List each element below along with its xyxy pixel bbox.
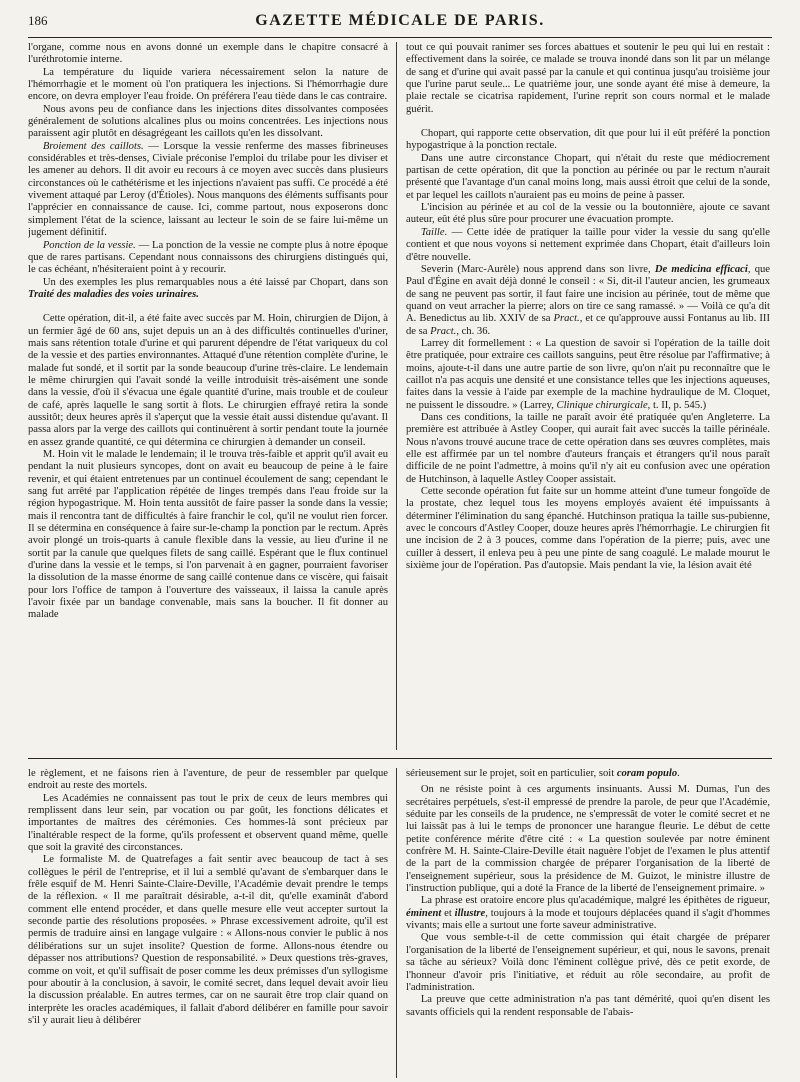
paragraph: sérieusement sur le projet, soit en particulier, soit coram populo. [406, 768, 680, 779]
paragraph: Nous avons peu de confiance dans les injections dites dissolvantes composées généralement de solutions alcalines plus ou moins concentrées. Les injections nous paraissent agir plutôt en désagrégeant les caillots qu'en les dissolvant. [28, 103, 388, 140]
paragraph: Taille. — Cette idée de pratiquer la taille pour vider la vessie du sang qu'elle contient et que nous voyons si nettement exprimée dans Chopart, était d'ailleurs loin d'être nouvelle. [406, 226, 770, 263]
column-divider [396, 768, 397, 1078]
paragraph: Que vous semble-t-il de cette commission qui était chargée de préparer l'organisation de la liberté de l'enseignement supérieur, et qui, nous le savons, prenait sa tâche au sérieux? Voilà donc l'éminent collègue privé, dès ce petit exorde, de l'honneur d'avoir pris l'initiative, et réduit au rôle secondaire, au profit de l'administration. [406, 932, 770, 993]
section-heading-broiement: Broiement des caillots. [42, 140, 144, 152]
article-column-right [406, 42, 770, 750]
paragraph: tout ce qui pouvait ranimer ses forces abattues et soutenir le peu qui lui en restait : effectivement dans la soirée, ce malade se trouva inondé dans son lit par un mélange de sang et d'urine qui avait passé par la canule et qui continua jusqu'au troisième jour que l'urine parut seule... Le quatrième jour, une sonde ayant été mise à demeure, la plaie rectale se cicatrisa rapidement, l'urine reprit son cours normal et le malade guérit. [406, 42, 770, 115]
feuilleton-column-left [28, 768, 388, 1078]
journal-title: GAZETTE MÉDICALE DE PARIS. [255, 12, 545, 29]
feuilleton-column-right [406, 768, 770, 1078]
paragraph: Cette seconde opération fut faite sur un homme atteint d'une tumeur fongoïde de la prostate, chez lequel tous les moyens employés avaient été impuissants à déterminer l'élimination du sang épanché. Hutchinson pratiqua la taille sus-pubienne, avec le concours d'Astley Cooper, douze heures après l'hémorrhagie. Le chirurgien fit une incision de 2 à 3 pouces, comme dans l'opération de la pierre; puis, avec une cuiller à dessert, il enleva peu à peu une pinte de sang coagulé. Le malade mourut le sixième jour de l'opération. Pas d'autopsie. Mais pendant la vie, la lésion avait été [406, 486, 770, 572]
paragraph: Severin (Marc-Aurèle) nous apprend dans son livre, De medicina efficaci, que Paul d'Égine en avait déjà donné le conseil : « Si, dit-il l'auteur ancien, les grumeaux de sang ne peuvent pas sortir, il faut faire une incision au périnée, tout de même que quand on veut arracher la pierre; alors on tire ce sang ramassé. » — Voilà ce qu'a dit A. Benedictus au lib. XXIV de sa Pract., et ce qu'approuve aussi Fontanus au lib. III de sa Pract., ch. 36. [406, 263, 770, 337]
book-title: Clinique chirurgicale [556, 399, 648, 411]
paragraph: Dans une autre circonstance Chopart, qui n'était du reste que médiocrement partisan de cette opération, dit que la ponction au périnée ou par le rectum n'aurait présenté que l'avantage d'un canal moins long, mais aussi étroit que celui de la sonde, et par lequel les caillots n'auraient pas eu moins de peine à passer. [406, 152, 770, 201]
book-title: Traité des maladies des voies urinaires. [28, 288, 199, 300]
paragraph: Ponction de la vessie. — La ponction de la vessie ne compte plus à notre époque que de rares partisans. Cependant nous connaissons des chirurgiens distingués qui, le cas échéant, n'hésiteraient point à y recourir. [28, 239, 388, 276]
book-title: De medicina efficaci [654, 263, 748, 275]
paragraph: l'organe, comme nous en avons donné un exemple dans le chapitre consacré à l'uréthrotomie interne. [28, 42, 388, 66]
paragraph: Un des exemples les plus remarquables nous a été laissé par Chopart, dans son Traité des maladies des voies urinaires. [28, 276, 388, 300]
paragraph: On ne résiste point à ces arguments insinuants. Aussi M. Dumas, l'un des secrétaires perpétuels, s'est-il empressé de prendre la parole, de peur que l'Académie, séduite par les conseils de la prudence, ne s'empressât de voter le comité secret et ne lui laissât pas à lui le temps de prononcer une harangue fleurie. Le début de cette petite conférence mérite d'être cité : « La question soulevée par notre éminent confrère M. H. Sainte-Claire-Deville était naguère l'objet de l'examen le plus attentif de la part de la commission chargée de préparer l'organisation de la liberté de l'enseignement supérieur, sous la présidence de M. Guizot, le ministre illustre de l'instruction publique, qui a doté la France de la liberté de l'enseignement primaire. » [406, 784, 770, 895]
paragraph: M. Hoin vit le malade le lendemain; il le trouva très-faible et apprit qu'il avait eu pendant la nuit plusieurs syncopes, dont on avait eu beaucoup de peine à le faire revenir, et qui étaient entretenues par un continuel écoulement de sang; cependant le sang fut arrêté par l'application répétée de linges trempés dans l'eau froide sur la région hypogastrique. M. Hoin tenta aussitôt de faire passer la sonde dans la vessie; mais il rencontra tant de difficultés à faire franchir le col, qu'il ne voulut rien forcer. Il se détermina en conséquence à faire sur-le-champ la ponction par le rectum. Après avoir plongé un trois-quarts à canule flexible dans la vessie, au lieu d'urine il ne sortit par la canule que quelques filets de sang caillé. Espérant que le flux continuel d'urine dans la vessie et le temps, si l'on parvenait à en gagner, pourraient favoriser la dissolution de la masse énorme de sang caillé contenue dans ce viscère, qui faisait pour lors l'office de tampon à l'ouverture des vaisseaux, il laissa la canule après l'avoir fixée par un bandage convenable, mais sans la boucher. Il fit donner au malade [28, 449, 388, 621]
paragraph: La phrase est oratoire encore plus qu'académique, malgré les épithètes de rigueur, éminent et illustre, toujours à la mode et toujours déplacées quand il s'agit d'hommes vivants; mais elle a surtout une forte saveur administrative. [406, 895, 770, 932]
paragraph: Dans ces conditions, la taille ne paraît avoir été pratiquée qu'en Angleterre. La première est attribuée à Astley Cooper, qui aurait fait avec succès la taille périnéale. Nous n'avons trouvé aucune trace de cette opération dans ses œuvres complètes, mais elle est affirmée par un tel nombre d'auteurs français et étrangers qu'il nous paraît difficile de ne point l'admettre, à moins qu'il n'y ait eu confusion avec une opération de Hutchinson, à laquelle Astley Cooper assistait. [406, 411, 770, 485]
paragraph: le règlement, et ne faisons rien à l'aventure, de peur de ressembler par quelque endroit au reste des mortels. [28, 768, 388, 792]
paragraph: Le formaliste M. de Quatrefages a fait sentir avec beaucoup de tact à ses collègues le péril de l'entreprise, et il lui a semblé qu'avant de s'embarquer dans le frêle esquif de M. Henri Sainte-Claire-Deville, l'Académie devait prendre le temps de la réflexion. « Il me paraîtrait désirable, a-t-il dit, qu'elle examinât d'abord comment elle entend procéder, et dans quelle mesure elle veut accepter surtout la seconde partie des résolutions proposées. » Phrase excessivement adroite, qu'il est permis de traduire ainsi en langage vulgaire : « Allons-nous convier le public à nos délibérations sur un sujet insolite? Question de forme. Allons-nous étendre ou dépasser nos attributions? Question de responsabilité. » Deux questions très-graves, comme on voit, et qu'il suffisait de poser comme les deux prémisses d'un syllogisme pour aboutir à la conclusion, à savoir, le comité secret, dans lequel devait avoir lieu la discussion préalable. En autres termes, car on ne saurait être trop clair quand on interprète les oracles académiques, il fallait d'abord délibérer en famille pour savoir s'il y aurait lieu à délibérer [28, 854, 388, 1026]
page-number: 186 [28, 13, 48, 28]
header-rule [28, 37, 772, 38]
paragraph: Broiement des caillots. — Lorsque la vessie renferme des masses fibrineuses considérables et très-denses, Civiale préconise l'emploi du trilabe pour les diviser et les amener au dehors. Il dit avoir eu recours à ce moyen avec succès dans plusieurs circonstances où le cathétérisme et les injections n'avaient pas suffi. Ce procédé a été vivement attaqué par Leroy (d'Étioles). Nous manquons des éléments suffisants pour l'apprécier en connaissance de cause. Ici, comme partout, nous exposerons donc simplement l'état de la science, laissant au lecteur le soin de se faire lui-même un jugement définitif. [28, 140, 388, 239]
paragraph: Chopart, qui rapporte cette observation, dit que pour lui il eût préféré la ponction hypogastrique à la ponction rectale. [406, 128, 770, 152]
section-heading-ponction: Ponction de la vessie. [42, 239, 136, 251]
column-divider [396, 42, 397, 750]
paragraph: Larrey dit formellement : « La question de savoir si l'opération de la taille doit être pratiquée, pour extraire ces caillots sanguins, peut être résolue par l'affirmative; à moins, ajoute-t-il dans une autre partie de son livre, qu'on n'ait pu reconnaître que le caillot n'a pas acquis une densité et une consistance telles que les injections aqueuses, faites dans la vessie à l'aide par exemple de la machine hydraulique de M. Cloquet, ne puissent le dissoudre. » (Larrey, Clinique chirurgicale, t. II, p. 545.) [406, 337, 770, 411]
paragraph: Cette opération, dit-il, a été faite avec succès par M. Hoin, chirurgien de Dijon, à un fermier âgé de 60 ans, sujet depuis un an à des difficultés continuelles d'uriner, mais sans rétention totale d'urine et qui parurent dépendre de l'état variqueux du col de la vessie et des parties environnantes. Attaqué d'une rétention complète d'urine, le malade fut sondé, et il sortit par la sonde beaucoup d'urine très-claire. Le lendemain le même chirurgien qui l'avait sondé la veille introduisit très-aisément une sonde dans la vessie, d'où il s'évacua une égale quantité d'urine, mais trouble et de couleur de café, après laquelle le sang sortit à flots. Le chirurgien effrayé retira la sonde aussitôt; deux heures après il s'aperçut que la vessie était aussi distendue qu'avant. Il passa alors par la verge des caillots qui continuèrent à sortir pendant toute la journée en assez grande quantité, ce qui détermina ce chirurgien à demander un conseil. [28, 313, 388, 448]
section-heading-taille: Taille. [420, 226, 448, 238]
section-divider [28, 758, 772, 759]
page-header [28, 12, 772, 36]
article-column-left [28, 42, 388, 750]
paragraph: La preuve que cette administration n'a pas tant démérité, quoi qu'en disent les savants officiels qui la rendent responsable de l'abais- [406, 994, 770, 1018]
paragraph: La température du liquide variera nécessairement selon la nature de l'hémorrhagie et le moment où l'on pratiquera les injections. Si l'hémorrhagie dure encore, on devra employer l'eau froide. On préférera l'eau tiède dans le cas contraire. [28, 66, 388, 103]
paragraph: Les Académies ne connaissent pas tout le prix de ceux de leurs membres qui remplissent dans leur sein, par vocation ou par goût, les fonctions délicates et importantes de maîtres des cérémonies. Ces hommes-là sont précieux par l'inaltérable respect de la forme, qu'ils professent et observent quand même, quelle que soit la gravité des circonstances. [28, 792, 388, 854]
paragraph: L'incision au périnée et au col de la vessie ou la boutonnière, ajoute ce savant auteur, eût été plus sûre pour procurer une évacuation prompte. [406, 202, 770, 226]
